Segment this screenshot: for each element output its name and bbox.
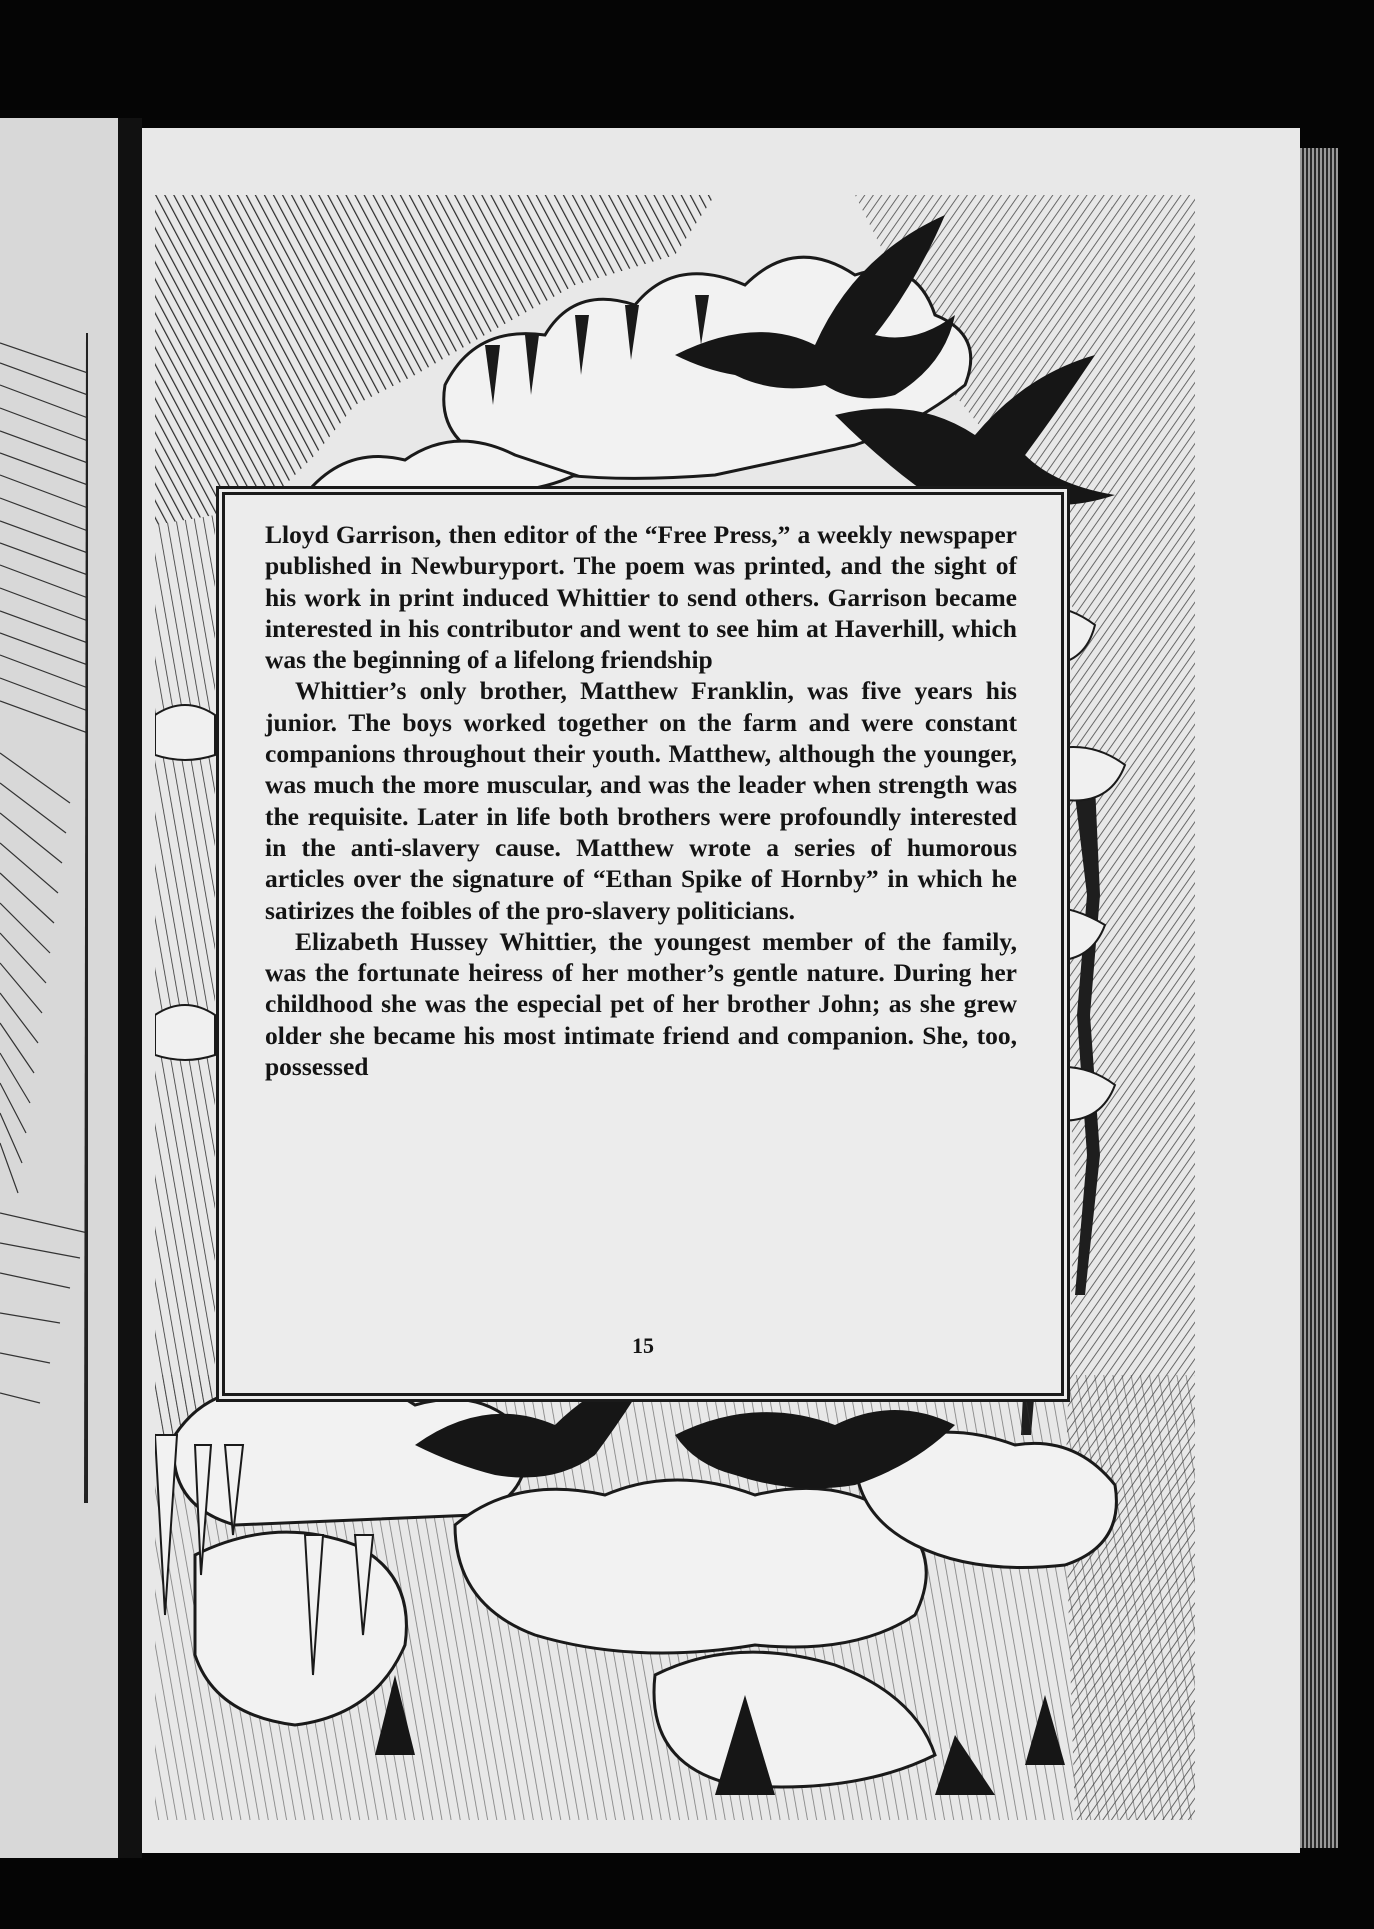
page-number: 15: [632, 1333, 654, 1358]
left-page-fragment: [0, 118, 118, 1858]
book-gutter: [118, 118, 142, 1858]
paragraph-garrison: Lloyd Garrison, then editor of the “Free Press,” a weekly newspaper published in Newburyport. The poem was printed, and the sight of his work in print induced Whittier to send others. Garrison became interested in his contributor and went to see him at Haverhill, which was the beginning of a lifelong friendship: [265, 520, 1017, 675]
page-edges: [1300, 148, 1338, 1848]
text-panel: [222, 492, 1064, 1396]
paragraph-matthew: Whittier’s only brother, Matthew Franklin, was five years his junior. The boys worked together on the farm and were constant companions throughout their youth. Matthew, although the younger, was much the more muscular, and was the leader when strength was the requisite. Later in life both brothers were profoundly interested in the anti-slavery cause. Matthew wrote a series of humorous articles over the signature of “Ethan Spike of Hornby” in which he satirizes the foibles of the pro-slavery politicians.: [265, 676, 1017, 925]
left-page-illustration: [0, 333, 88, 1503]
paragraph-elizabeth: Elizabeth Hussey Whittier, the youngest member of the family, was the fortunate heiress of her mother’s gentle nature. During her childhood she was the especial pet of her brother John; as she grew older she became his most intimate friend and companion. She, too, possessed: [265, 926, 1017, 1082]
page-text: [265, 519, 1017, 1082]
